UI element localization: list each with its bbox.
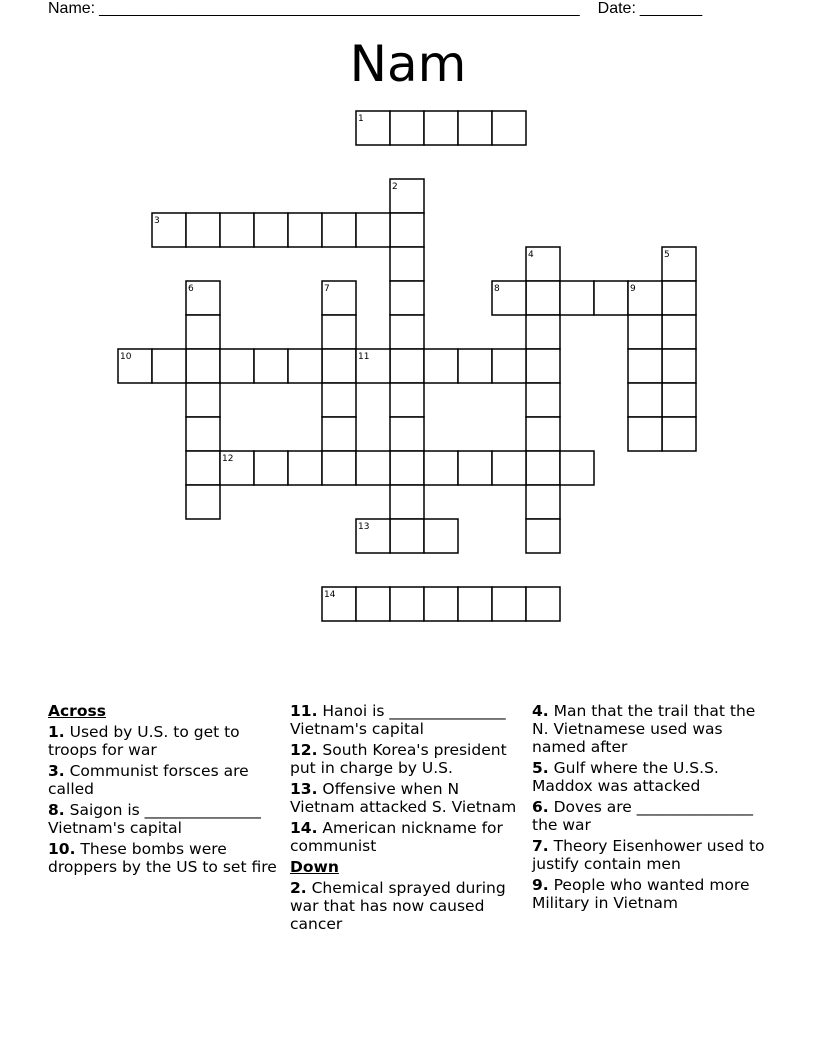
grid-cell[interactable] xyxy=(458,451,492,485)
grid-cell[interactable] xyxy=(662,417,696,451)
clue-item-text: Doves are _______________ the war xyxy=(532,798,753,834)
clue-number: 12 xyxy=(222,454,234,464)
clue-item-number: 3. xyxy=(48,762,65,780)
grid-cell[interactable] xyxy=(390,383,424,417)
clue-column-3 xyxy=(532,702,770,915)
grid-cell[interactable] xyxy=(458,111,492,145)
clue-item-text: People who wanted more Military in Vietnam xyxy=(532,876,750,912)
clue-number: 2 xyxy=(392,182,398,192)
clue-item xyxy=(532,876,770,912)
grid-cell[interactable] xyxy=(424,587,458,621)
clue-item-number: 10. xyxy=(48,840,76,858)
clue-item xyxy=(48,801,286,837)
clue-item-number: 6. xyxy=(532,798,549,816)
clue-item-text: Hanoi is _______________ Vietnam's capital xyxy=(290,702,506,738)
clue-number: 9 xyxy=(630,284,636,294)
grid-cell[interactable] xyxy=(186,383,220,417)
clue-item-text: Man that the trail that the N. Vietnamese used was named after xyxy=(532,702,756,756)
grid-cell[interactable] xyxy=(152,349,186,383)
clue-item xyxy=(48,762,286,798)
grid-cell[interactable] xyxy=(322,213,356,247)
grid-cell[interactable] xyxy=(526,485,560,519)
grid-cell[interactable] xyxy=(458,587,492,621)
grid-cell[interactable] xyxy=(594,281,628,315)
clue-item-text: These bombs were droppers by the US to set fire xyxy=(48,840,277,876)
grid-cell[interactable] xyxy=(628,349,662,383)
grid-cell[interactable] xyxy=(390,315,424,349)
grid-cell[interactable] xyxy=(390,349,424,383)
grid-cell[interactable] xyxy=(186,315,220,349)
grid-cell[interactable] xyxy=(186,485,220,519)
grid-cell[interactable] xyxy=(560,451,594,485)
grid-cell[interactable] xyxy=(288,213,322,247)
grid-cell[interactable] xyxy=(424,349,458,383)
clue-item-number: 8. xyxy=(48,801,65,819)
grid-cell[interactable] xyxy=(390,247,424,281)
grid-cell[interactable] xyxy=(322,451,356,485)
clue-item xyxy=(532,798,770,834)
clue-item-text: South Korea's president put in charge by U.S. xyxy=(290,741,507,777)
clue-item xyxy=(290,780,528,816)
clue-section-heading: Across xyxy=(48,702,106,720)
grid-cell[interactable] xyxy=(560,281,594,315)
grid-cell[interactable] xyxy=(186,451,220,485)
grid-cell[interactable] xyxy=(628,417,662,451)
grid-cell[interactable] xyxy=(526,519,560,553)
grid-cell[interactable] xyxy=(526,281,560,315)
clue-item xyxy=(290,879,528,933)
grid-cell[interactable] xyxy=(288,451,322,485)
name-field[interactable]: ______________________________________________________ xyxy=(99,0,580,17)
grid-cell[interactable] xyxy=(288,349,322,383)
grid-cell[interactable] xyxy=(526,315,560,349)
clue-item xyxy=(290,741,528,777)
grid-cell[interactable] xyxy=(254,451,288,485)
grid-cell[interactable] xyxy=(424,451,458,485)
grid-cell[interactable] xyxy=(526,451,560,485)
grid-cell[interactable] xyxy=(254,213,288,247)
clue-item-number: 2. xyxy=(290,879,307,897)
clue-number: 10 xyxy=(120,352,132,362)
clue-item-number: 11. xyxy=(290,702,318,720)
clue-item-number: 9. xyxy=(532,876,549,894)
grid-cell[interactable] xyxy=(186,417,220,451)
clue-item-number: 1. xyxy=(48,723,65,741)
grid-cell[interactable] xyxy=(492,111,526,145)
grid-cell[interactable] xyxy=(526,417,560,451)
clue-item-text: Gulf where the U.S.S. Maddox was attacked xyxy=(532,759,719,795)
clue-number: 6 xyxy=(188,284,194,294)
grid-cell[interactable] xyxy=(356,213,390,247)
clue-item-number: 7. xyxy=(532,837,549,855)
grid-cell[interactable] xyxy=(526,383,560,417)
clue-number: 14 xyxy=(324,590,336,600)
clue-number: 13 xyxy=(358,522,370,532)
grid-cell[interactable] xyxy=(322,383,356,417)
grid-cell[interactable] xyxy=(628,315,662,349)
clue-item xyxy=(532,837,770,873)
grid-cell[interactable] xyxy=(322,417,356,451)
grid-cell[interactable] xyxy=(322,349,356,383)
name-label: Name: xyxy=(48,0,96,17)
clue-number: 4 xyxy=(528,250,534,260)
clue-item-text: Theory Eisenhower used to justify contain men xyxy=(532,837,765,873)
clue-item xyxy=(48,723,286,759)
grid-cell[interactable] xyxy=(492,349,526,383)
clue-column-1 xyxy=(48,702,286,879)
clue-section-heading: Down xyxy=(290,858,339,876)
grid-cell[interactable] xyxy=(390,281,424,315)
grid-cell[interactable] xyxy=(662,315,696,349)
clue-item-text: American nickname for communist xyxy=(290,819,503,855)
date-label: Date: xyxy=(597,0,636,17)
grid-cell[interactable] xyxy=(390,587,424,621)
grid-cell[interactable] xyxy=(458,349,492,383)
grid-cell[interactable] xyxy=(220,213,254,247)
grid-cell[interactable] xyxy=(628,383,662,417)
clue-item-text: Chemical sprayed during war that has now caused cancer xyxy=(290,879,506,933)
clue-item-number: 13. xyxy=(290,780,318,798)
clue-number: 5 xyxy=(664,250,670,260)
grid-cell[interactable] xyxy=(492,587,526,621)
clue-item-number: 5. xyxy=(532,759,549,777)
grid-cell[interactable] xyxy=(662,281,696,315)
grid-cell[interactable] xyxy=(390,451,424,485)
clue-column-2 xyxy=(290,702,528,936)
puzzle-title: Nam xyxy=(349,35,467,93)
clue-item-number: 4. xyxy=(532,702,549,720)
grid-cell[interactable] xyxy=(390,519,424,553)
grid-cell[interactable] xyxy=(356,587,390,621)
clue-item-text: Offensive when N Vietnam attacked S. Vietnam xyxy=(290,780,517,816)
grid-cell[interactable] xyxy=(254,349,288,383)
clue-number: 7 xyxy=(324,284,330,294)
grid-cell[interactable] xyxy=(526,587,560,621)
clue-item-number: 12. xyxy=(290,741,318,759)
grid-cell[interactable] xyxy=(526,349,560,383)
grid-cell[interactable] xyxy=(322,315,356,349)
grid-cell[interactable] xyxy=(492,451,526,485)
clue-item-text: Communist forsces are called xyxy=(48,762,249,798)
clue-item-text: Used by U.S. to get to troops for war xyxy=(48,723,240,759)
date-field[interactable]: _______ xyxy=(639,0,703,17)
clue-item xyxy=(532,759,770,795)
grid-cell[interactable] xyxy=(220,349,254,383)
clue-number: 3 xyxy=(154,216,160,226)
grid-cell[interactable] xyxy=(186,213,220,247)
grid-cell[interactable] xyxy=(390,111,424,145)
grid-cell[interactable] xyxy=(390,213,424,247)
clue-item-text: Saigon is _______________ Vietnam's capital xyxy=(48,801,261,837)
clue-item-number: 14. xyxy=(290,819,318,837)
grid-cell[interactable] xyxy=(662,349,696,383)
clue-item xyxy=(290,819,528,855)
grid-cell[interactable] xyxy=(186,349,220,383)
grid-cell[interactable] xyxy=(356,451,390,485)
grid-cell[interactable] xyxy=(424,111,458,145)
clue-number: 1 xyxy=(358,114,364,124)
grid-cell[interactable] xyxy=(424,519,458,553)
grid-cell[interactable] xyxy=(390,417,424,451)
clue-number: 11 xyxy=(358,352,370,362)
clue-item xyxy=(48,840,286,876)
clue-item xyxy=(532,702,770,756)
clue-number: 8 xyxy=(494,284,500,294)
grid-cell[interactable] xyxy=(390,485,424,519)
grid-cell[interactable] xyxy=(662,383,696,417)
clue-item xyxy=(290,702,528,738)
